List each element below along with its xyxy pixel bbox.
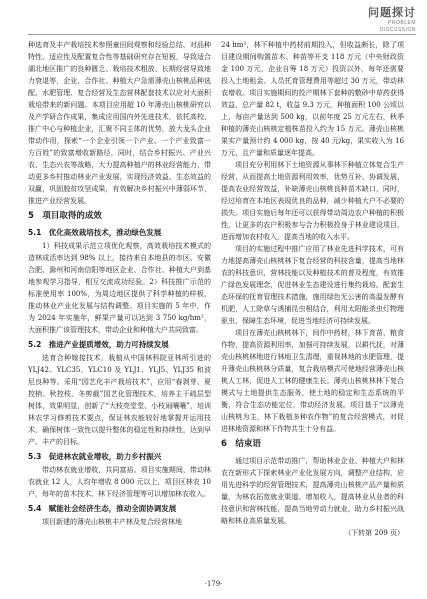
right-column [221,39,404,539]
paragraph: 24 hm²，林下种植中药材前期投入，但收益颇长，除了项目建设期间购置苗木、种苗等开支 118 万元（中央财政资金 100 万元，企业自筹 18 万元）投资以外，每年还需要投入土地租金、人员托育管理费用等超过 30 万元，带动林农增收。项目实施期间的投产期林下套种的敷砂中草药获得效益，总产量 82 t，收益 9.3 万元，种植面积 100 公顷以上，每亩产量达到 500 kg，以前年度 25 万元左右，秋季种植的薄壳山核桃定植株苗投入约为 15 万元。薄壳山核桃果实产量预计约 4 000 kg，按 40 元/kg，果实收入为 16 万元，且产量和质量逐年提高。 [221,41,404,157]
section-heading-5: 5 项目取得的成效 [28,211,102,221]
page-number: ·179· [204,580,223,588]
paragraph: 通过项目示范带动推广，帮助林业企业、种植大户和林农在新形式下探索林业产业化发展方向，调整产业结构，应用先进科学的经营管理技术，提高薄壳山核桃产品产量和质量，为林农拓宽就业渠道、增加收入，提高林业从业者的科技意识和营林技能，提高当地劳动力就业，助力乡村振兴战略和林业高质量发展。 [221,457,404,525]
paragraph: 项目新建的薄壳山核桃丰产林及复合经营林地 [42,518,182,526]
journal-column-header [352,6,416,33]
subsection-heading-5-2: 5.2 推进产业提质增效，助力可持续发展 [28,340,169,349]
subsection-heading-5-3: 5.3 促进林农就业增收，助力乡村振兴 [28,452,162,461]
paragraph: 项目的实施过程中推广应用了林业先进科学技术，可有力地提高薄壳山核桃林下复合经营的科技含量，提高当地林农的科技意识，营林技能以及种植技术的普及程度，有效推广绿色发展理念，促进林业生态建设进行集约栽培。配套生态环保的抚育管理技术措施，施用绿色无公害的高温发酵有机肥，人工除草与诱捕昆虫相结合，利用太阳能杀虫灯物理驱虫，保障生态环境，促进当地经济可持续发展。 [221,245,404,325]
section-heading-6: 6 结束语 [221,439,261,449]
continued-note: （下转第 209 页） [344,529,404,537]
subsection-heading-5-1: 5.1 优化高效栽培技术，推动绿色发展 [28,228,162,237]
left-column [28,39,211,528]
column-subtitle: PROBLEM DISCUSSION [379,20,416,33]
column-title: 问题探讨 [368,6,416,19]
header-divider [28,34,416,35]
paragraph: 1）科技成果示范立项优化观察，高效栽培技术模式的造林成活率达到 98% 以上，接待来自本地县的市区、安徽合肥、滁州和河南信阳等地区企业、合作社、种植大户到基地参观学习指导，相互交流成功经验。2）科技推广示范的标准使用率 100%，为周边地区提供了科学种植的样板，推动林业产业化发展与结构调整。项目实施的 5 年中，作为 2024 年实施年，鲜果产量可以达到 3 750 kg/hm²，大面积推广该管理技术，带动企业和种植大户共同致富。 [28,242,211,334]
paragraph: 种选育及丰产栽培技术参照童田间观察和经验总结，对品种特性、适应性及配置复合性等基础研究存在短板，导致适合湖北地区推广的良种匮乏、栽培技术粗放、长期经营导致地力衰退等，企业、合作社、种植大户急需薄壳山核桃品种选配、水肥管理、复合经营及生态营林配套技术以应对大面积栽培带来的新问题。本项目应用超 10 年薄壳山核桃研究以及产学研合作成果，集成应用国内外先进技术，依托高校、推广中心与种植企业，汇聚不同主体的优势，放大龙头企业带动作用，探索“一个企业引领一个产业、一个产业致富一方百姓”的致富增收新路径，同时，结合乡村振兴、产业兴农、生态兴农等战略，大力提高种植户的林业经营能力，带动更多乡村推动林业产业发展，实现经济效益、生态效益的双赢，巩固脱贫攻坚成果，有效解决乡村振兴中薄弱环节，推进产业经营发展。 [28,41,211,205]
paragraph: 带动林农就业增收，共同富裕。项目实施期间，带动林农就业 12 人，人均年增收 8 000 元以上，项目区林农 10 户，每年的苗木技术、林下经济管理等可以增加林农收入。 [28,466,211,498]
subsection-heading-5-4: 5.4 赋能社会经济生态，推动全面协调发展 [28,504,177,513]
paragraph: 选育合种嫁接技术，栽植从中国林科院亚林所引进的 YLJ42、YLC35、YLC10 及 YLJ1、YLJ5、YLJ35 和波尼良种等。采用“园艺化丰产栽培技术”，应用“春剥芽、夏控梢、秋控枝、冬剪截”园艺化管理技术，培养主干疏层型树体，效果明显，创新了“大枝亮堂堂、小枝闹嚷嚷”，培训林农学习修剪技术要点，保证林农能较好地掌握并运用技术，确保树体一致性以提升整体的稳定性和持续性，达到早产、丰产的目标。 [28,354,211,446]
paragraph: 项目充分利用林下土地资源从事林下种植立体复合生产经营，从而提高土地资源利用效率，优势互补、协调发展，提高农业经营效益，补缺薄壳山核桃良种苗木缺口，同时，经过培育在本地区表现优良的品种，减少种植大户不必要的损失。项目实施后每年还可以获得带动周边农户种植的积极性，让更多的农户积极参与合力积极投身于林业建设项目，进而增加农村收入，提高当地的收入水平。 [221,161,404,241]
paragraph: 项目在薄壳山核桃林下，间作中药材，林下育苗、粮食作物，提高资源利用率，加强可持续发展，以耕代抚，对薄壳山核桃林地进行林地卫生清理，重视林地的水肥管理，提升薄壳山核桃林分质量，复合栽培模式可使地经营薄壳山核桃人工林，促进人工林的健康生长。薄壳山核桃林林下复合模式与土地提供生态服务，使土地的稳定和生态系统的平衡，符合生态功能定位，带动经济发展。项目基于“以薄壳山核桃为主，林下栽植多种农作物”的复合经营模式，对促进林地资源和林下作物共生十分有益。 [221,329,404,433]
